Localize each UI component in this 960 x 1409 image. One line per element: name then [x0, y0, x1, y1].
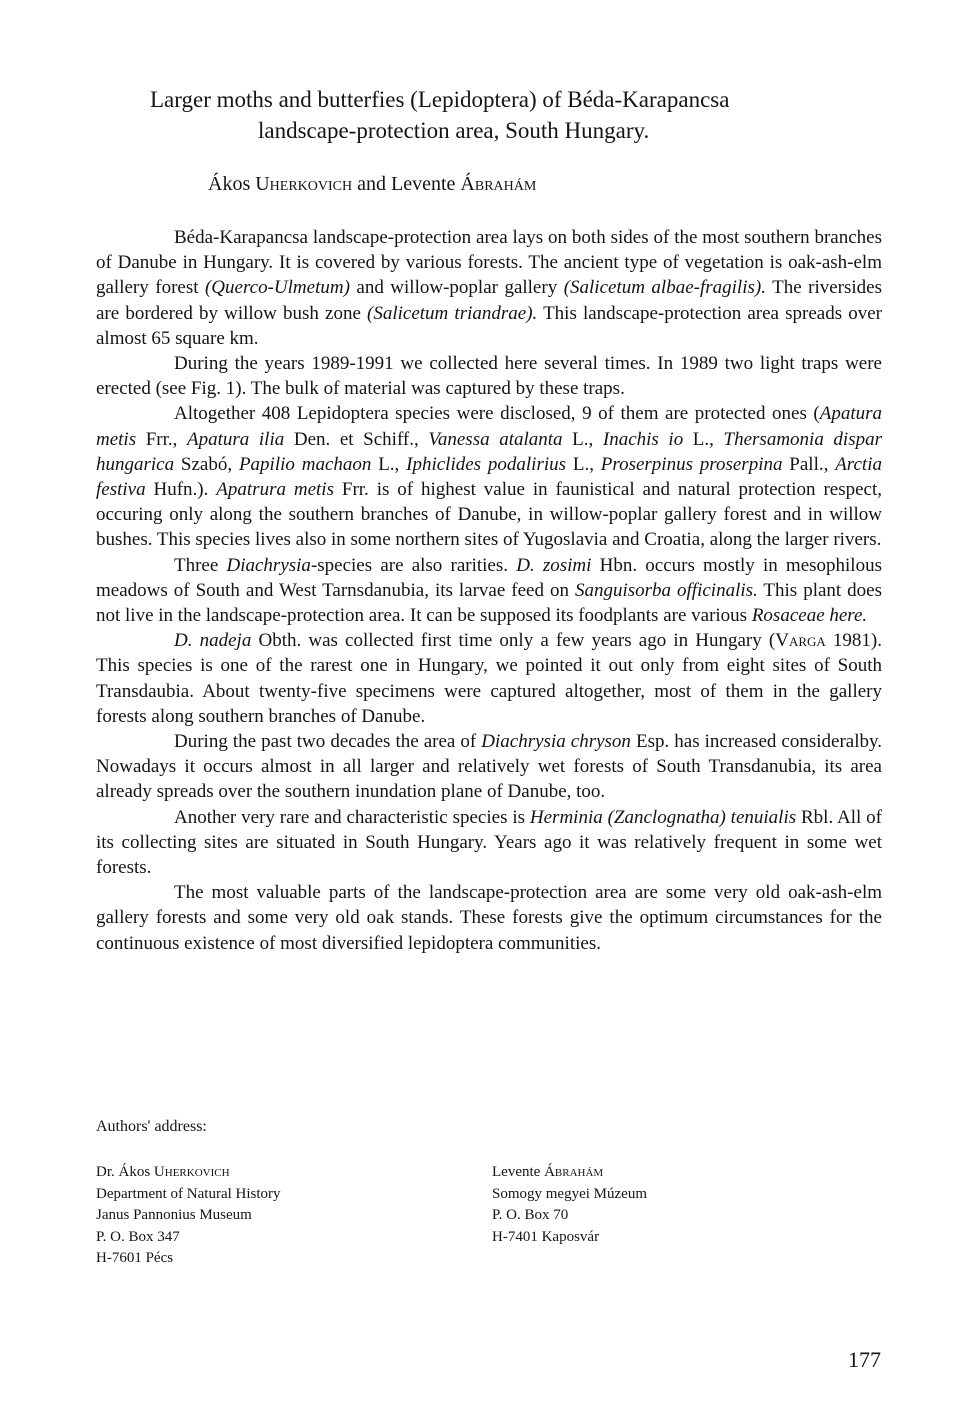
text-run: Altogether 408 Lepidoptera species were disclosed, 9 of them are protected ones ( — [174, 403, 820, 425]
address-line: P. O. Box 347 — [96, 1228, 180, 1245]
paragraph-conclusion: The most valuable parts of the landscape-protection area are some very old oak-ash-elm gallery forests and some very old oak stands. These forests give the optimum circumstances for the continuous existence of most diversified lepidoptera communities. — [96, 882, 882, 954]
text-run: Another very rare and characteristic species is — [174, 806, 530, 828]
text-run: L., — [371, 453, 407, 475]
taxon-name: D. nadeja — [174, 630, 252, 652]
address-surname: Ábrahám — [544, 1164, 604, 1180]
address-line: Somogy megyei Múzeum — [492, 1185, 647, 1202]
text-run: 1981). This species is one of the rarest one in Hungary, we pointed it out only from eight sites of South Transdaubia. About twenty-five specimens were captured altogether, most of them in the gallery forests along southern branches of Danube. — [96, 630, 883, 727]
address-line: P. O. Box 70 — [492, 1207, 569, 1223]
address-surname: Uherkovich — [153, 1164, 230, 1180]
text-run: During the past two decades the area of — [174, 731, 482, 753]
address-name-prefix: Dr. Ákos — [96, 1164, 151, 1180]
taxon-name: Inachis io — [602, 428, 684, 450]
cited-author: Varga — [775, 630, 826, 652]
text-run: Frr., — [136, 428, 187, 450]
text-run: This landscape-protection area spreads over almost 65 square km. — [96, 302, 882, 349]
text-run: -species are also rarities. — [310, 554, 517, 576]
paragraph-collecting: During the years 1989-1991 we collected here several times. In 1989 two light traps were erected (see Fig. 1). The bulk of material was captured by these traps. — [96, 353, 882, 400]
address-block-uherkovich — [96, 1162, 281, 1270]
text-run: Hbn. occurs mostly in mesophilous meadows of South and West Tarnsdanubia, its larvae feed on — [96, 554, 882, 601]
text-run: L., — [566, 453, 601, 475]
text-run: Frr. is of highest value in faunistical and natural protection respect, occuring only along the southern branches of Danube, in willow-poplar gallery forest and in willow bushes. This species lives also in some northern sites of Yugoslavia and Croatia, along the larger rivers. — [96, 479, 882, 551]
taxon-name: (Salicetum triandrae). — [367, 302, 538, 324]
authors-line — [208, 173, 536, 196]
taxon-name: (Querco-Ulmetum) — [204, 277, 350, 299]
text-run: L., — [562, 428, 603, 450]
text-run: This plant does not live in the landscape-protection area. It can be supposed its foodplants are various — [96, 579, 882, 627]
paragraph-diachrysia — [96, 553, 882, 629]
text-run: Szabó, — [174, 453, 239, 475]
address-name-prefix: Levente — [492, 1164, 541, 1180]
taxon-name: Apatura ilia — [187, 428, 285, 450]
taxon-name: Proserpinus proserpina — [600, 453, 783, 475]
author-2-first-name: Levente — [391, 173, 456, 195]
address-line: Janus Pannonius Museum — [96, 1207, 252, 1223]
text-run: Esp. has increased consideralby. Nowadays it occurs almost in all larger and relatively wet forests of South Transdanubia, its area already spreads over the southern inundation plane of Danube, too. — [96, 731, 883, 803]
paragraph-intro — [96, 225, 882, 351]
author-2-surname: Ábrahám — [460, 173, 537, 195]
taxon-name: Arctia festiva — [96, 453, 882, 501]
text-run: Hufn.). — [145, 479, 217, 501]
page-number: 177 — [848, 1347, 881, 1372]
taxon-name: Thersamonia dispar hungarica — [96, 428, 882, 475]
address-block-abraham — [492, 1162, 647, 1248]
text-run: Three — [174, 554, 227, 576]
article-body — [96, 225, 882, 956]
text-run: and willow-poplar gallery — [349, 277, 564, 299]
taxon-name: Diachrysia chryson — [481, 731, 631, 753]
text-run: Den. et Schiff., — [284, 428, 429, 450]
taxon-name: Sanguisorba officinalis. — [574, 579, 758, 601]
address-line — [96, 1162, 281, 1184]
text-run: L., — [683, 428, 724, 450]
taxon-name: (Salicetum albae-fragilis). — [563, 277, 766, 299]
author-1-first-name: Ákos — [208, 173, 251, 195]
paragraph-nadeja — [96, 628, 882, 729]
text-run: Obth. was collected first time only a few years ago in Hungary ( — [251, 630, 776, 652]
text-run: The riversides are bordered by willow bush zone — [96, 277, 882, 324]
taxon-name: Diachrysia — [226, 554, 311, 576]
title-line-2: landscape-protection area, South Hungary. — [258, 118, 650, 143]
address-line: H-7401 Kaposvár — [492, 1228, 600, 1245]
text-run: Béda-Karapancsa landscape-protection area lays on both sides of the most southern branches of Danube in Hungary. It is covered by various forests. The ancient type of vegetation is oak-ash-elm gallery forest — [96, 227, 882, 299]
paragraph-protected-species — [96, 401, 882, 552]
address-line: Department of Natural History — [96, 1185, 281, 1202]
taxon-name: Apatrura metis — [216, 479, 334, 501]
taxon-name: Iphiclides podalirius — [406, 453, 567, 475]
authors-conjunction: and — [357, 173, 387, 195]
title-line-1: Larger moths and butterfies (Lepidoptera) of Béda-Karapancsa — [150, 87, 730, 112]
address-line — [492, 1162, 647, 1184]
taxon-name: Papilio machaon — [238, 453, 372, 475]
text-run: Rbl. All of its collecting sites are situated in South Hungary. Years ago it was relatively frequent in some wet forests. — [96, 806, 883, 879]
paragraph-herminia — [96, 805, 882, 881]
taxon-name: Apatura metis — [96, 403, 882, 450]
address-line: H-7601 Pécs — [96, 1250, 174, 1266]
authors-address-heading: Authors' address: — [96, 1118, 207, 1135]
paragraph-chryson — [96, 729, 882, 805]
author-1-surname: Uherkovich — [255, 173, 353, 195]
taxon-name: Vanessa atalanta — [428, 428, 563, 450]
text-run: Pall., — [782, 453, 836, 475]
taxon-name: Rosaceae here. — [751, 605, 868, 627]
paper-title — [150, 84, 850, 146]
taxon-name: D. zosimi — [516, 554, 592, 576]
taxon-name: Herminia (Zanclognatha) tenuialis — [529, 806, 797, 828]
